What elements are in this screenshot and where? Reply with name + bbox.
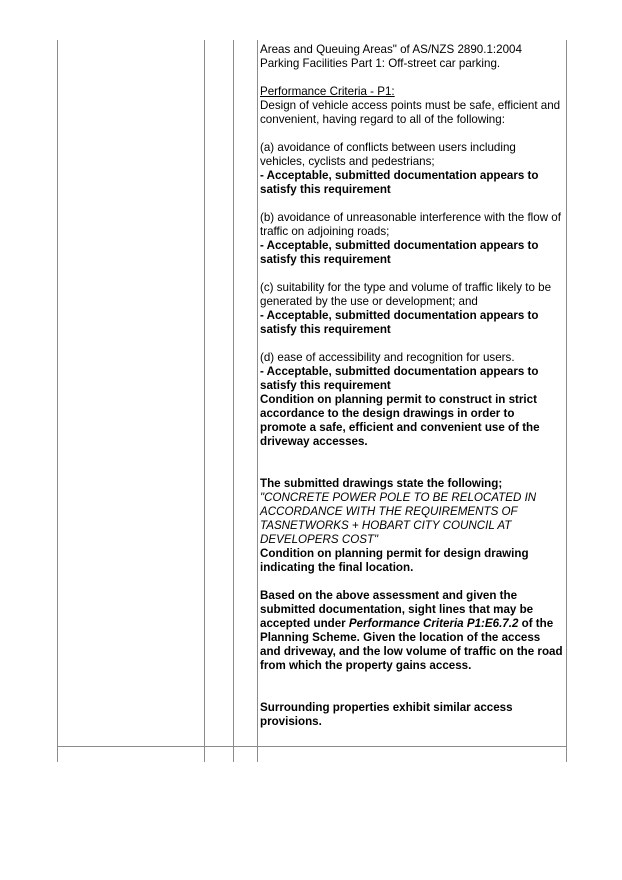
item-b-response: - Acceptable, submitted documentation appears to satisfy this requirement xyxy=(260,239,539,266)
assessment-paragraph xyxy=(260,589,564,673)
item-c-text: (c) suitability for the type and volume of traffic likely to be generated by the use or development; and xyxy=(260,281,552,308)
intro-line-1: Areas and Queuing Areas" of AS/NZS 2890.1:2004 xyxy=(260,43,522,56)
assessment-cell xyxy=(260,43,564,729)
condition-construct: Condition on planning permit to construct in strict accordance to the design drawings in order to promote a safe, efficient and convenient use of the driveway accesses. xyxy=(260,393,540,448)
criteria-text: Design of vehicle access points must be safe, efficient and convenient, having regard to all of the following: xyxy=(260,99,561,126)
item-b-text: (b) avoidance of unreasonable interference with the flow of traffic on adjoining roads; xyxy=(260,211,561,238)
table-border-left xyxy=(57,40,58,762)
item-d-text: (d) ease of accessibility and recognition for users. xyxy=(260,351,515,364)
table-border-right xyxy=(566,40,567,762)
intro-line-2: Parking Facilities Part 1: Off-street car parking. xyxy=(260,57,501,70)
table-column-divider-2 xyxy=(233,40,234,762)
item-d-response: - Acceptable, submitted documentation appears to satisfy this requirement xyxy=(260,365,539,392)
surrounding-properties: Surrounding properties exhibit similar access provisions. xyxy=(260,701,513,728)
item-a-text: (a) avoidance of conflicts between users including vehicles, cyclists and pedestrians; xyxy=(260,141,516,168)
condition-design-drawing: Condition on planning permit for design drawing indicating the final location. xyxy=(260,547,529,574)
criteria-heading: Performance Criteria - P1: xyxy=(260,85,395,98)
item-c-response: - Acceptable, submitted documentation appears to satisfy this requirement xyxy=(260,309,539,336)
table-row-divider xyxy=(57,746,566,747)
assessment-reference: Performance Criteria P1:E6.7.2 xyxy=(348,617,519,630)
item-a-response: - Acceptable, submitted documentation appears to satisfy this requirement xyxy=(260,169,539,196)
table-column-divider-3 xyxy=(257,40,258,762)
assessment-part-2: of the Planning Scheme. Given the location of the access and driveway, and the low volume of traffic on the road from which the property gains access. xyxy=(260,617,563,672)
drawings-statement: The submitted drawings state the following; xyxy=(260,477,503,490)
assessment-part-1: Based on the above assessment and given the submitted documentation, sight lines that may be accepted under xyxy=(260,589,534,630)
drawings-quote: "CONCRETE POWER POLE TO BE RELOCATED IN ACCORDANCE WITH THE REQUIREMENTS OF TASNETWORKS + HOBART CITY COUNCIL AT DEVELOPERS COST" xyxy=(260,491,537,546)
table-column-divider-1 xyxy=(204,40,205,762)
